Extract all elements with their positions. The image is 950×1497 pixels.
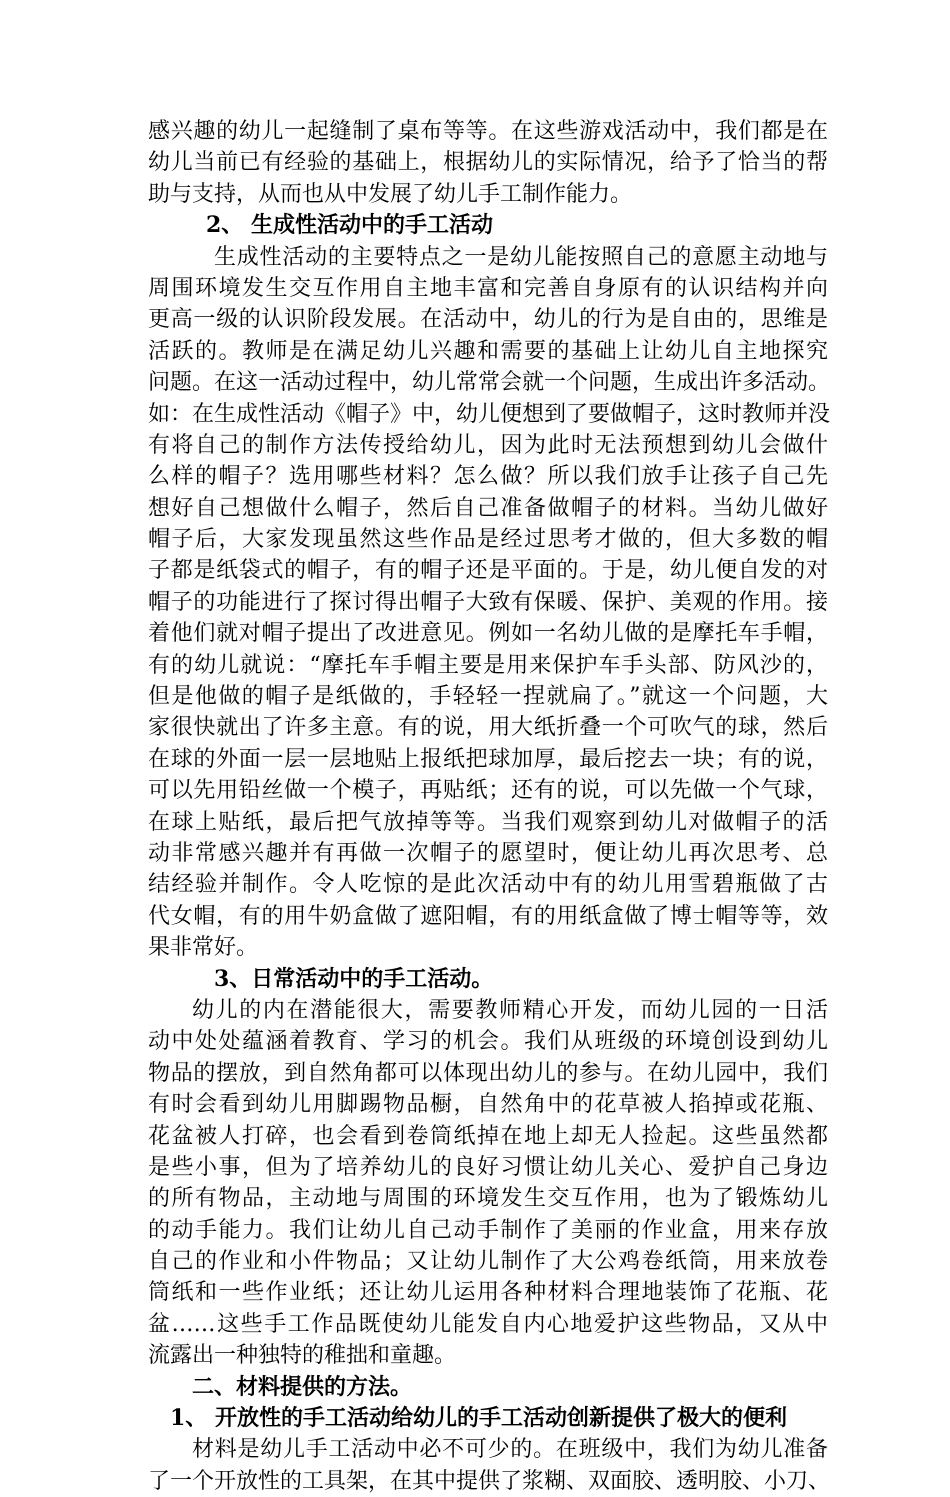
paragraph-line: 动非常感兴趣并有再做一次帽子的愿望时，便让幼儿再次思考、总	[148, 840, 828, 866]
paragraph-line: 着他们就对帽子提出了改进意见。例如一名幼儿做的是摩托车手帽，	[148, 621, 828, 647]
paragraph-line: 材料是幼儿手工活动中必不可少的。在班级中，我们为幼儿准备	[192, 1437, 828, 1463]
section-heading-1: 1、 开放性的手工活动给幼儿的手工活动创新提供了极大的便利	[170, 1405, 787, 1432]
paragraph-line: 生成性活动的主要特点之一是幼儿能按照自己的意愿主动地与	[214, 244, 828, 270]
paragraph-line: 自己的作业和小件物品；又让幼儿制作了大公鸡卷纸筒，用来放卷	[148, 1249, 828, 1275]
paragraph-line: 盆……这些手工作品既使幼儿能发自内心地爱护这些物品，又从中	[148, 1311, 828, 1337]
paragraph-line: 花盆被人打碎，也会看到卷筒纸掉在地上却无人捡起。这些虽然都	[148, 1123, 828, 1149]
paragraph-line: 可以先用铅丝做一个模子，再贴纸；还有的说，可以先做一个气球，	[148, 778, 828, 804]
paragraph-line: 有时会看到幼儿用脚踢物品橱，自然角中的花草被人掐掉或花瓶、	[148, 1092, 828, 1118]
paragraph-line: 帽子的功能进行了探讨得出帽子大致有保暖、保护、美观的作用。接	[148, 589, 828, 615]
paragraph-line: 家很快就出了许多主意。有的说，用大纸折叠一个可吹气的球，然后	[148, 715, 828, 741]
paragraph-line: 想好自己想做什么帽子，然后自己准备做帽子的材料。当幼儿做好	[148, 495, 828, 521]
paragraph-line: 了一个开放性的工具架，在其中提供了浆糊、双面胶、透明胶、小刀、	[148, 1468, 831, 1494]
paragraph-line: 幼儿当前已有经验的基础上，根据幼儿的实际情况，给予了恰当的帮	[148, 150, 828, 176]
paragraph-line: 在球上贴纸，最后把气放掉等等。当我们观察到幼儿对做帽子的活	[148, 809, 828, 835]
paragraph-line: 有的幼儿就说：“摩托车手帽主要是用来保护车手头部、防风沙的，	[148, 652, 828, 678]
paragraph-line: 子都是纸袋式的帽子，有的帽子还是平面的。于是，幼儿便自发的对	[148, 558, 828, 584]
paragraph-line: 有将自己的制作方法传授给幼儿，因为此时无法预想到幼儿会做什	[148, 432, 828, 458]
paragraph-line: 如：在生成性活动《帽子》中，幼儿便想到了要做帽子，这时教师并没	[148, 401, 831, 427]
section-heading-3: 3、日常活动中的手工活动。	[214, 965, 494, 992]
paragraph-line: 在球的外面一层一层地贴上报纸把球加厚，最后挖去一块；有的说，	[148, 746, 828, 772]
paragraph-line: 更高一级的认识阶段发展。在活动中，幼儿的行为是自由的，思维是	[148, 307, 828, 333]
paragraph-line: 但是他做的帽子是纸做的，手轻轻一捏就扁了。”就这一个问题，大	[148, 684, 828, 710]
paragraph-line: 幼儿的内在潜能很大，需要教师精心开发，而幼儿园的一日活	[192, 997, 828, 1023]
paragraph-line: 动中处处蕴涵着教育、学习的机会。我们从班级的环境创设到幼儿	[148, 1029, 828, 1055]
paragraph-line: 流露出一种独特的稚拙和童趣。	[148, 1343, 457, 1369]
section-heading-2: 2、 生成性活动中的手工活动	[206, 212, 493, 239]
paragraph-line: 果非常好。	[148, 935, 259, 961]
paragraph-line: 是些小事，但为了培养幼儿的良好习惯让幼儿关心、爱护自己身边	[148, 1154, 828, 1180]
paragraph-line: 的所有物品，主动地与周围的环境发生交互作用，也为了锻炼幼儿	[148, 1186, 828, 1212]
paragraph-line: 结经验并制作。令人吃惊的是此次活动中有的幼儿用雪碧瓶做了古	[148, 872, 828, 898]
paragraph-line: 物品的摆放，到自然角都可以体现出幼儿的参与。在幼儿园中，我们	[148, 1060, 828, 1086]
paragraph-line: 周围环境发生交互作用自主地丰富和完善自身原有的认识结构并向	[148, 275, 828, 301]
paragraph-line: 筒纸和一些作业纸；还让幼儿运用各种材料合理地装饰了花瓶、花	[148, 1280, 828, 1306]
paragraph-line: 活跃的。教师是在满足幼儿兴趣和需要的基础上让幼儿自主地探究	[148, 338, 828, 364]
paragraph-line: 问题。在这一活动过程中，幼儿常常会就一个问题，生成出许多活动。	[148, 370, 831, 396]
paragraph-line: 感兴趣的幼儿一起缝制了桌布等等。在这些游戏活动中，我们都是在	[148, 119, 828, 144]
paragraph-line: 代女帽，有的用牛奶盒做了遮阳帽，有的用纸盒做了博士帽等等，效	[148, 903, 828, 929]
paragraph-line: 么样的帽子？选用哪些材料？怎么做？所以我们放手让孩子自己先	[148, 464, 828, 490]
paragraph-line: 的动手能力。我们让幼儿自己动手制作了美丽的作业盒，用来存放	[148, 1217, 828, 1243]
part-heading: 二、材料提供的方法。	[192, 1373, 413, 1400]
paragraph-line: 帽子后，大家发现虽然这些作品是经过思考才做的，但大多数的帽	[148, 527, 828, 553]
paragraph-line: 助与支持，从而也从中发展了幼儿手工制作能力。	[148, 181, 633, 207]
body-text	[148, 116, 831, 1497]
